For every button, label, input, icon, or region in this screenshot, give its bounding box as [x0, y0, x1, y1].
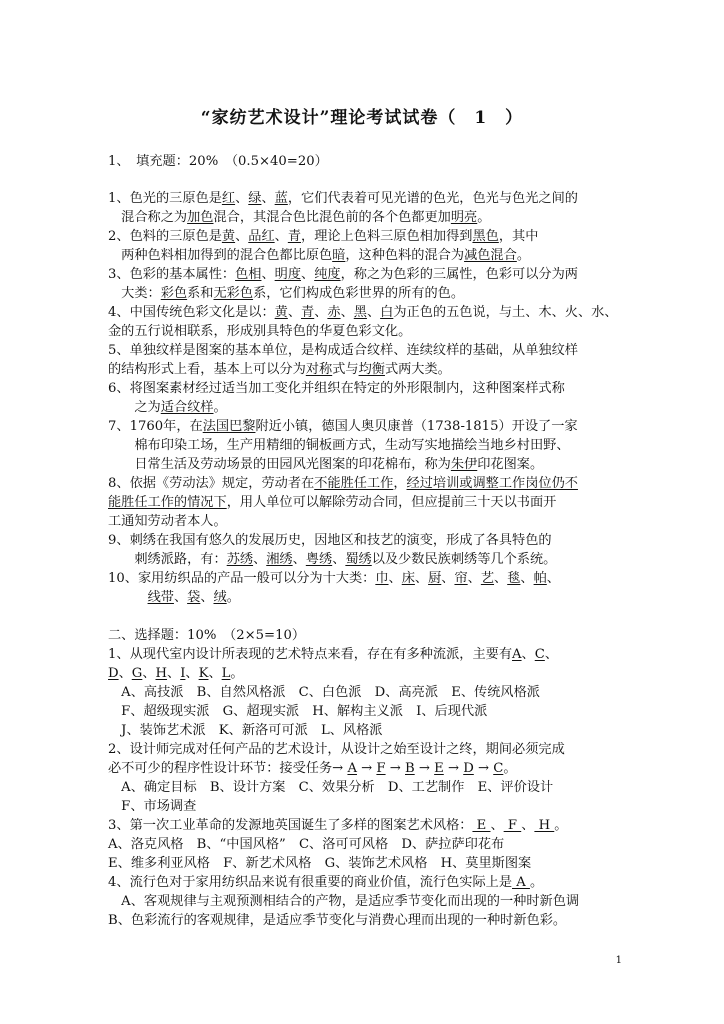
answer-text: 巾 [375, 571, 389, 586]
answer-text: 黑 [353, 305, 367, 320]
text-line [108, 588, 628, 607]
question-text: 、 [494, 571, 508, 586]
question-text: 。 [230, 666, 244, 681]
text-line [108, 550, 628, 569]
section-fill-heading [108, 152, 628, 171]
question-text: 、 [118, 666, 132, 681]
text-line [108, 303, 628, 322]
question-text: 印花图案。 [477, 457, 544, 472]
question-text: 8、依据《劳动法》规定，劳动者在 [108, 476, 315, 491]
text-line [108, 911, 628, 930]
question-text: 、 [520, 571, 534, 586]
question-text: 、 [340, 305, 354, 320]
question-text: 附近小镇，德国人奥贝康普（1738-1815）开设了一家 [255, 419, 578, 434]
answer-text: 彩色 [160, 286, 188, 301]
question-text: 、 [521, 818, 535, 833]
text-line [108, 265, 628, 284]
question-text: 系，它们构成色彩世界的所有的色。 [253, 286, 465, 301]
page-title: “家纺艺术设计”理论考试试卷（ 1 ） [200, 108, 524, 128]
answer-text: 无彩色 [213, 286, 254, 301]
answer-text: E [434, 761, 444, 776]
question-text: 、 [261, 191, 275, 206]
answer-text: 不能胜任工作 [314, 476, 394, 491]
answer-text: 红 [221, 191, 236, 206]
question-text: 、 [521, 647, 535, 662]
text-line [108, 721, 628, 740]
question-text: 式与 [332, 362, 359, 377]
text-line [108, 892, 628, 911]
answer-text: A [512, 875, 530, 890]
answer-text: 加色 [187, 210, 214, 225]
text-line [108, 360, 628, 379]
question-text: 、 [441, 571, 455, 586]
question-text: ，理论上色料三原色相加得到 [301, 229, 473, 244]
question-text: 1、从现代室内设计所表现的艺术特点来看，存在有多种流派，主要有 [108, 647, 513, 662]
question-text: 、 [253, 552, 267, 567]
answer-text: 毯 [507, 571, 521, 586]
answer-text: 蓝 [274, 191, 288, 206]
question-text: F、市场调查 [108, 799, 197, 814]
answer-text: 袋 [187, 590, 201, 605]
section-fill-questions [108, 189, 628, 607]
question-text: → [414, 761, 435, 776]
answer-text: K [198, 666, 209, 681]
answer-text: 帕 [533, 571, 547, 586]
question-text: 1、色光的三原色是 [108, 191, 222, 206]
question-text: 3、第一次工业革命的发源地英国诞生了多样的图案艺术风格： [108, 818, 473, 833]
answer-text: 朱伊 [450, 457, 478, 472]
question-text: → [473, 761, 494, 776]
answer-text: 对称 [305, 362, 333, 377]
text-line [108, 417, 628, 436]
question-text: 、 [173, 590, 188, 605]
question-text: 系和 [187, 286, 214, 301]
answer-text: 艺 [480, 571, 495, 586]
question-text: 式两大类。 [384, 362, 451, 377]
answer-text: 暗 [332, 248, 346, 263]
text-line [108, 835, 628, 854]
answer-text: 湘绣 [266, 552, 293, 567]
answer-text: 帘 [454, 571, 468, 586]
question-text: 1、 填充题：20% （0.5×40=20） [108, 154, 328, 169]
answer-text: 明亮 [450, 210, 478, 225]
question-text: 混合称之为 [108, 210, 188, 225]
answer-text: F [376, 761, 386, 776]
page-number: 1 [615, 955, 622, 966]
text-line [108, 512, 628, 531]
text-line [108, 683, 628, 702]
question-text: 刺绣派路，有： [108, 552, 227, 567]
question-text: J、装饰艺术派 K、新洛可可派 L、风格派 [108, 723, 383, 738]
question-text: 。 [516, 248, 530, 263]
answer-text: C [493, 761, 504, 776]
text-line [108, 854, 628, 873]
text-line [108, 398, 628, 417]
question-text: 5、单独纹样是图案的基本单位，是构成适合纹样、连续纹样的基础，从单独纹样 [108, 343, 578, 358]
answer-text: 色相 [235, 267, 262, 282]
question-text: 、 [388, 571, 402, 586]
text-line [108, 740, 628, 759]
text-line [108, 227, 628, 246]
answer-text: 青 [301, 305, 315, 320]
question-text: 、 [292, 552, 306, 567]
question-text: ，这种色料的混合为 [345, 248, 465, 263]
question-text: 、 [261, 267, 275, 282]
question-text: ，其中 [498, 229, 539, 244]
question-text: 2、色料的三原色是 [108, 229, 222, 244]
question-text: 、 [467, 571, 481, 586]
question-text: A、客观规律与主观预测相结合的产物，是适应季节变化而出现的一种时新色调 [108, 894, 580, 909]
text-line [108, 797, 628, 816]
question-text: ，称之为色彩的三属性，色彩可以分为两 [340, 267, 578, 282]
text-line [108, 531, 628, 550]
text-line [108, 645, 628, 664]
question-text: 、 [142, 666, 156, 681]
question-text: B、色彩流行的客观规律，是适应季节变化与消费心理而出现的一种时新色彩。 [108, 913, 567, 928]
question-text: A、确定目标 B、设计方案 C、效果分析 D、工艺制作 E、评价设计 [108, 780, 554, 795]
answer-text: 能胜任工作的情况下 [108, 495, 227, 510]
answer-text: 赤 [327, 305, 341, 320]
section-choice-questions [108, 626, 628, 930]
question-text: 、 [314, 305, 328, 320]
text-line [108, 341, 628, 360]
question-text: 大类： [108, 286, 161, 301]
answer-text: 均衡 [358, 362, 385, 377]
question-text: → [356, 761, 377, 776]
answer-text: 适合纹样 [160, 400, 214, 415]
text-line [108, 208, 628, 227]
question-text: A、洛克风格 B、“中国风格” C、洛可可风格 D、萨拉萨印花布 [108, 837, 505, 852]
question-text: 为正色的五色说，与土、木、火、水、 [393, 305, 618, 320]
question-text: ，它们代表着可见光谱的色光，色光与色光之间的 [287, 191, 578, 206]
question-text: 必不可少的程序性设计环节：接受任务→ [108, 761, 348, 776]
question-text: 、 [185, 666, 199, 681]
answer-text: A [347, 761, 357, 776]
text-line [108, 455, 628, 474]
question-text: 4、流行色对于家用纺织品来说有很重要的商业价值，流行色实际上是 [108, 875, 513, 890]
question-text: 工通知劳动者本人。 [108, 514, 227, 529]
text-line [108, 284, 628, 303]
text-line [108, 436, 628, 455]
question-text: 、 [274, 229, 288, 244]
answer-text: 苏绣 [226, 552, 254, 567]
answer-text: 绒 [213, 590, 227, 605]
answer-text: 纯度 [314, 267, 341, 282]
question-text: 3、色彩的基本属性： [108, 267, 236, 282]
answer-text: 减色混合 [464, 248, 517, 263]
answer-text: C [534, 647, 545, 662]
answer-text: 白 [380, 305, 394, 320]
answer-text: H [155, 666, 168, 681]
answer-text: D [463, 761, 474, 776]
question-text: E、维多利亚风格 F、新艺术风格 G、装饰艺术风格 H、莫里斯图案 [108, 856, 532, 871]
question-text: 以及少数民族刺绣等几个系统。 [371, 552, 557, 567]
question-text: 、 [235, 229, 249, 244]
question-text: 。 [226, 590, 240, 605]
answer-text: 法国巴黎 [202, 419, 256, 434]
text-line [108, 379, 628, 398]
answer-text: 厨 [428, 571, 442, 586]
question-text: 两种色料相加得到的混合色都比原色 [108, 248, 333, 263]
answer-text: 粤绣 [305, 552, 333, 567]
question-text: 、 [208, 666, 222, 681]
question-text: 的结构形式上看，基本上可以分为 [108, 362, 306, 377]
question-text: 混合，其混合色比混色前的各个色都更加 [213, 210, 451, 225]
answer-text: 绿 [248, 191, 262, 206]
answer-text: 品红 [248, 229, 275, 244]
text-line [108, 322, 628, 341]
answer-text: I [180, 666, 186, 681]
question-text: 6、将图案素材经过适当加工变化并组织在特定的外形限制内，这种图案样式称 [108, 381, 565, 396]
question-text: 棉布印染工场，生产用精细的铜板画方式，生动写实地描绘当地乡村田野、 [108, 438, 570, 453]
text-line [108, 189, 628, 208]
question-text: 、 [332, 552, 346, 567]
text-line [108, 474, 628, 493]
text-line [108, 873, 628, 892]
answer-text: B [405, 761, 415, 776]
question-text: 、 [546, 571, 560, 586]
question-text: 2、设计师完成对任何产品的艺术设计，从设计之始至设计之终，期间必须完成 [108, 742, 565, 757]
question-text: 4、中国传统色彩文化是以： [108, 305, 275, 320]
question-text: 、 [490, 818, 504, 833]
question-text: ， [393, 476, 407, 491]
text-line [108, 493, 628, 512]
answer-text: L [221, 666, 231, 681]
answer-text: 经过培训或调整工作岗位仍不 [406, 476, 578, 491]
question-text: 。 [529, 875, 544, 890]
question-text: ，用人单位可以解除劳动合同，但应提前三十天以书面开 [226, 495, 557, 510]
question-text: 。 [554, 818, 568, 833]
question-text [108, 590, 148, 605]
question-text: 10、家用纺织品的产品一般可以分为十大类： [108, 571, 376, 586]
question-text: → [443, 761, 464, 776]
question-text: 、 [414, 571, 429, 586]
text-line [108, 664, 628, 683]
text-line [108, 152, 628, 171]
answer-text: F [503, 818, 522, 833]
answer-text: 蜀绣 [345, 552, 372, 567]
question-text: 。 [503, 761, 517, 776]
question-text: 金的五行说相联系，形成别具特色的华夏色彩文化。 [108, 324, 412, 339]
question-text: 、 [287, 305, 302, 320]
question-text: → [385, 761, 405, 776]
question-text: 日常生活及劳动场景的田园风光图案的印花棉布，称为 [108, 457, 451, 472]
question-text: 、 [167, 666, 181, 681]
answer-text: A [512, 647, 522, 662]
answer-text: 床 [401, 571, 415, 586]
question-text: 、 [235, 191, 249, 206]
text-line [108, 246, 628, 265]
text-line [108, 569, 628, 588]
text-line [108, 626, 628, 645]
answer-text: E [472, 818, 491, 833]
answer-text: 黄 [221, 229, 236, 244]
answer-text: 明度 [274, 267, 302, 282]
question-text: 二、选择题：10% （2×5=10） [108, 628, 306, 643]
question-text: 、 [544, 647, 559, 662]
answer-text: 黑色 [472, 229, 499, 244]
question-text: 、 [200, 590, 214, 605]
question-text: 9、刺绣在我国有悠久的发展历史，因地区和技艺的演变，形成了各具特色的 [108, 533, 552, 548]
text-line [108, 702, 628, 721]
text-line [108, 759, 628, 778]
question-text: 7、1760年，在 [108, 419, 203, 434]
question-text: F、超级现实派 G、超现实派 H、解构主义派 I、后现代派 [108, 704, 488, 719]
question-text: A、高技派 B、自然风格派 C、白色派 D、高亮派 E、传统风格派 [108, 685, 540, 700]
question-text: 、 [301, 267, 315, 282]
answer-text: D [108, 666, 119, 681]
question-text: 之为 [108, 400, 161, 415]
question-text: 。 [213, 400, 227, 415]
question-text: 、 [366, 305, 381, 320]
answer-text: G [131, 666, 143, 681]
text-line [108, 778, 628, 797]
text-line [108, 816, 628, 835]
question-text: 。 [477, 210, 491, 225]
answer-text: 青 [287, 229, 302, 244]
answer-text: H [534, 818, 555, 833]
answer-text: 黄 [274, 305, 288, 320]
answer-text: 线带 [147, 590, 174, 605]
